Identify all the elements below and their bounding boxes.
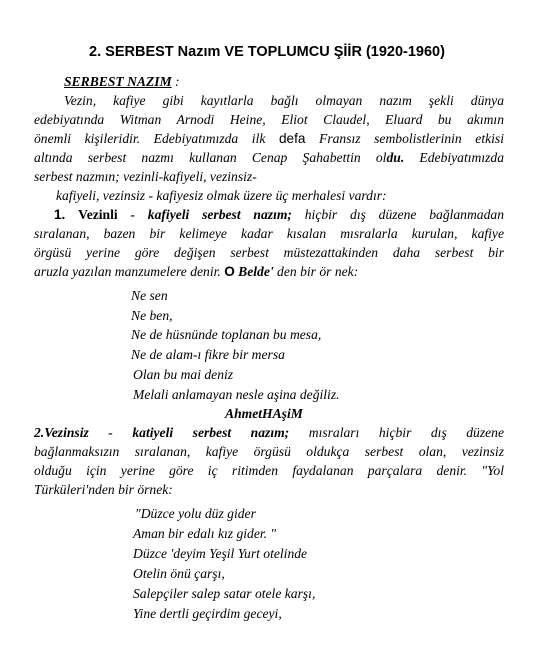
item1-number: 1. <box>54 207 66 222</box>
poem2-line-1: "Düzce yolu düz gider <box>135 506 256 521</box>
item1-dash: - <box>117 207 148 222</box>
item2-line-4: Türküleri'nden bir örnek: <box>34 482 173 497</box>
item2-term2: katiyeli serbest nazım; <box>132 425 290 440</box>
item1-line-1 <box>54 205 504 224</box>
item2-line-1 <box>34 423 504 442</box>
intro-line-3-a: önemli kişileridir. Edebiyatımızda ilk <box>34 131 279 146</box>
poem1-line-3: Ne de hüsnünde toplanan bu mesa, <box>131 327 322 342</box>
poem1-line-4: Ne de alam-ı fikre bir mersa <box>131 347 285 362</box>
intro-line-4 <box>34 148 504 167</box>
section-heading-text: SERBEST NAZIM <box>64 74 172 89</box>
item1-line-2: sıralanan, bazen bir kelimeye kadar kısalan mısralarla kurulan, kafiye <box>34 226 504 241</box>
item1-line-3: örgüsü yerine göre değişen serbest müstezattakinden daha serbest bir <box>34 245 504 260</box>
poem1-line-5: Olan bu mai deniz <box>133 367 234 382</box>
poem2-line-6: Yine dertli geçirdim geceyi, <box>133 606 282 621</box>
item1-line-4-a: aruzla yazılan manzumelere denir. <box>34 264 225 279</box>
intro-line-5: serbest nazmın; vezinli-kafiyeli, vezinsiz- <box>34 169 257 184</box>
item2-rest: mısraları hiçbir dış düzene <box>308 425 505 440</box>
poem1-line-6: Melali anlamayan nesle aşina değiliz. <box>133 387 340 402</box>
item2-line-3: olduğu için yerine göre iç ritimden faydalanan parçalara denir. "Yol <box>34 463 504 478</box>
intro-line-2: edebiyatında Witman Arnodi Heine, Eliot Claudel, Eluard bu akımın <box>34 112 504 127</box>
poem2-line-3: Düzce 'deyim Yeşil Yurt otelinde <box>133 546 308 561</box>
item1-rest: hiçbir dış düzene bağlanmadan <box>304 207 504 222</box>
poem1-line-1: Ne sen <box>131 288 168 303</box>
item1-term2: kafiyeli serbest nazım; <box>147 207 292 222</box>
poem1-author: AhmetHAşiM <box>225 406 303 421</box>
poem2-line-4: Otelin önü çarşı, <box>133 566 225 581</box>
poem2-line-2: Aman bir edalı kız gider. " <box>133 526 277 541</box>
item2-line-2: bağlanmaksızın sıralanan, kafiye örgüsü oldukça serbest olan, vezinsiz <box>34 444 504 459</box>
item1-line-4-d: den bir ör nek: <box>273 264 359 279</box>
poem1-line-2: Ne ben, <box>131 308 173 323</box>
intro-line-6: kafiyeli, vezinsiz - kafiyesiz olmak üzere üç merhalesi vardır: <box>56 188 387 203</box>
item1-line-4-c: Belde' <box>234 264 274 279</box>
intro-line-3 <box>34 129 504 148</box>
intro-line-3-c: Fransız sembolistlerinin etkisi <box>305 131 504 146</box>
item1-term: Vezinli <box>78 207 118 222</box>
intro-line-1: Vezin, kafiye gibi kayıtlarla bağlı olmayan nazım şekli dünya <box>64 93 504 108</box>
page-title: 2. SERBEST Nazım VE TOPLUMCU ŞİİR (1920-1960) <box>89 44 445 60</box>
section-heading-colon: : <box>171 74 180 89</box>
item2-dash: - <box>88 425 133 440</box>
intro-line-3-b: defa <box>278 131 306 146</box>
poem2-line-5: Salepçiler salep satar otele karşı, <box>133 586 316 601</box>
intro-line-4-b: du. <box>386 150 405 165</box>
item1-line-4-b: O <box>224 264 235 279</box>
item1-line-4 <box>34 262 358 281</box>
section-heading <box>64 72 180 91</box>
intro-line-4-c: Edebiyatımızda <box>404 150 504 165</box>
item2-term: 2.Vezinsiz <box>34 425 89 440</box>
intro-line-4-a: altında serbest nazmı kullanan Cenap Şahabettin ol <box>34 150 387 165</box>
